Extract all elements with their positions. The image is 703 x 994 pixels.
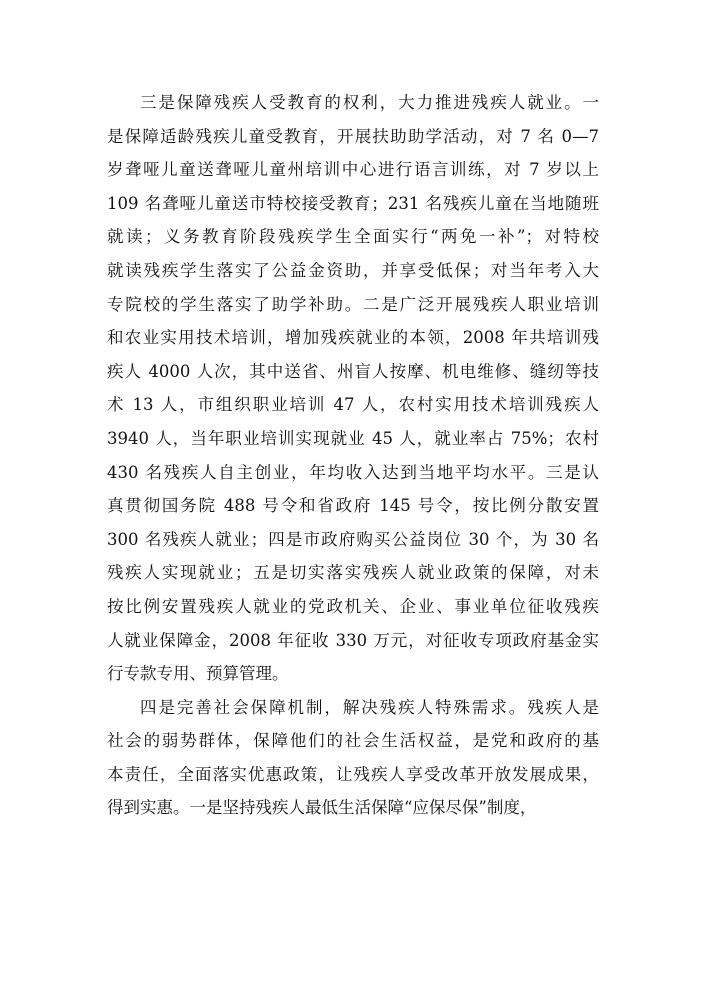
text-line: 四是完善社会保障机制，解决残疾人特殊需求。残疾人是 <box>140 697 599 717</box>
body-text <box>107 86 599 825</box>
text-line: 109 名聋哑儿童送市特校接受教育；231 名残疾儿童在当地随班 <box>107 193 599 213</box>
text-line: 本责任，全面落实优惠政策，让残疾人享受改革开放发展成果， <box>107 764 599 784</box>
paragraph-2 <box>107 691 599 825</box>
text-line: 三是保障残疾人受教育的权利，大力推进残疾人就业。一 <box>140 93 599 112</box>
paragraph-1 <box>107 86 599 691</box>
text-line: 就读；义务教育阶段残疾学生全面实行“两免一补”；对特校 <box>107 227 599 247</box>
text-line: 岁聋哑儿童送聋哑儿童州培训中心进行语言训练，对 7 岁以上 <box>107 160 599 180</box>
text-line: 术 13 人，市组织职业培训 47 人，农村实用技术培训残疾人 <box>107 395 599 415</box>
text-line: 430 名残疾人自主创业，年均收入达到当地平均水平。三是认 <box>107 462 599 482</box>
text-line: 社会的弱势群体，保障他们的社会生活权益，是党和政府的基 <box>107 731 599 751</box>
text-line: 300 名残疾人就业；四是市政府购买公益岗位 30 个，为 30 名 <box>107 529 599 549</box>
text-line: 残疾人实现就业；五是切实落实残疾人就业政策的保障，对未 <box>107 563 599 583</box>
text-line: 行专款专用、预算管理。 <box>107 664 289 684</box>
text-line: 得到实惠。一是坚持残疾人最低生活保障“应保尽保”制度， <box>107 798 537 818</box>
text-line: 是保障适龄残疾儿童受教育，开展扶助助学活动，对 7 名 0—7 <box>107 126 599 146</box>
text-line: 真贯彻国务院 488 号令和省政府 145 号令，按比例分散安置 <box>107 496 599 516</box>
text-line: 疾人 4000 人次，其中送省、州盲人按摩、机电维修、缝纫等技 <box>107 361 599 381</box>
text-line: 就读残疾学生落实了公益金资助，并享受低保；对当年考入大 <box>107 260 599 280</box>
text-line: 人就业保障金，2008 年征收 330 万元，对征收专项政府基金实 <box>107 630 599 650</box>
text-line: 3940 人，当年职业培训实现就业 45 人，就业率占 75%；农村 <box>107 428 599 448</box>
text-line: 按比例安置残疾人就业的党政机关、企业、事业单位征收残疾 <box>107 596 599 616</box>
text-line: 专院校的学生落实了助学补助。二是广泛开展残疾人职业培训 <box>107 294 599 314</box>
text-line: 和农业实用技术培训，增加残疾就业的本领，2008 年共培训残 <box>107 328 599 348</box>
